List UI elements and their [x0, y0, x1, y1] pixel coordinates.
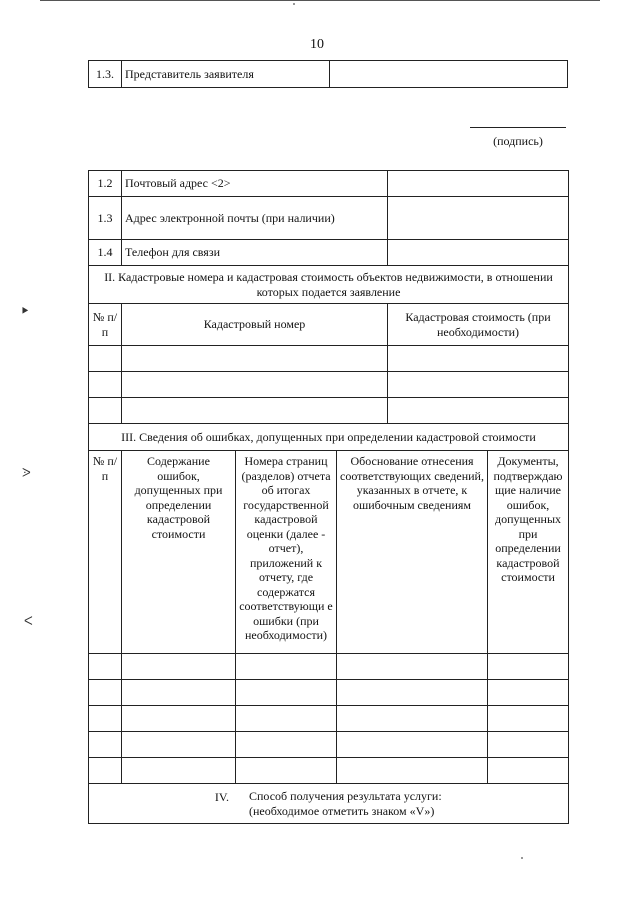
- table-cell[interactable]: [89, 346, 122, 372]
- table-row: [89, 758, 569, 784]
- email-value[interactable]: [388, 197, 569, 240]
- row-number: 1.4: [89, 240, 122, 266]
- section-3-column-headers: [89, 451, 569, 654]
- signature-line: [470, 127, 566, 128]
- table-row: [89, 171, 569, 197]
- scan-speck: [293, 3, 295, 5]
- table-cell[interactable]: [122, 758, 236, 784]
- table-cell[interactable]: [236, 706, 337, 732]
- representative-label: Представитель заявителя: [122, 61, 330, 88]
- table-cell[interactable]: [388, 346, 569, 372]
- table-cell[interactable]: [488, 758, 569, 784]
- table-row: [89, 346, 569, 372]
- table-cell[interactable]: [89, 398, 122, 424]
- section-4-number: IV.: [214, 789, 229, 804]
- table-cell[interactable]: [488, 654, 569, 680]
- table-cell[interactable]: [122, 706, 236, 732]
- table-cell[interactable]: [89, 706, 122, 732]
- table-cell[interactable]: [488, 732, 569, 758]
- section-2-header: [89, 266, 569, 304]
- table-cell[interactable]: [89, 732, 122, 758]
- representative-value[interactable]: [330, 61, 568, 88]
- table-cell[interactable]: [337, 680, 488, 706]
- table-row: [89, 61, 568, 88]
- table-row: [89, 240, 569, 266]
- postal-address-value[interactable]: [388, 171, 569, 197]
- table-row: [89, 732, 569, 758]
- table-cell[interactable]: [236, 680, 337, 706]
- column-header-cadastral-value: Кадастровая стоимость (при необходимости): [388, 304, 569, 346]
- section-4-header: [89, 784, 569, 824]
- section-2-title: II. Кадастровые номера и кадастровая стоимость объектов недвижимости, в отношении которых подается заявление: [89, 266, 569, 304]
- row-number: 1.2: [89, 171, 122, 197]
- signature-label: (подпись): [493, 134, 543, 148]
- table-row: [89, 197, 569, 240]
- table-cell[interactable]: [236, 732, 337, 758]
- table-cell[interactable]: [388, 398, 569, 424]
- section-4-note: (необходимое отметить знаком «V»): [249, 803, 435, 818]
- table-cell[interactable]: [89, 758, 122, 784]
- table-cell[interactable]: [122, 654, 236, 680]
- row-number: 1.3.: [89, 61, 122, 88]
- table-cell[interactable]: [488, 680, 569, 706]
- column-header-documents: Документы, подтверждаю щие наличие ошибок, допущенных при определении кадастровой стоимости: [488, 451, 569, 654]
- section-2-column-headers: [89, 304, 569, 346]
- table-cell[interactable]: [388, 372, 569, 398]
- table-cell[interactable]: [236, 654, 337, 680]
- postal-address-label: Почтовый адрес <2>: [122, 171, 388, 197]
- table-cell[interactable]: [89, 654, 122, 680]
- column-header-number: № п/п: [89, 451, 122, 654]
- section-3-title: III. Сведения об ошибках, допущенных при определении кадастровой стоимости: [89, 424, 569, 451]
- section-3-header: [89, 424, 569, 451]
- table-row: [89, 654, 569, 680]
- table-cell[interactable]: [337, 758, 488, 784]
- table-cell[interactable]: [337, 732, 488, 758]
- column-header-cadastral-number: Кадастровый номер: [122, 304, 388, 346]
- table-cell[interactable]: [89, 680, 122, 706]
- table-cell[interactable]: [122, 680, 236, 706]
- page-number: 10: [310, 37, 324, 52]
- table-row: [89, 680, 569, 706]
- table-cell[interactable]: [89, 372, 122, 398]
- email-label: Адрес электронной почты (при наличии): [122, 197, 388, 240]
- table-cell[interactable]: [122, 346, 388, 372]
- table-row: [89, 706, 569, 732]
- table-cell[interactable]: [488, 706, 569, 732]
- table-cell[interactable]: [122, 732, 236, 758]
- scan-speck: ᐷ: [22, 466, 31, 480]
- column-header-error-content: Содержание ошибок, допущенных при определении кадастровой стоимости: [122, 451, 236, 654]
- table-cell[interactable]: [337, 654, 488, 680]
- table-cell[interactable]: [122, 372, 388, 398]
- table-cell[interactable]: [337, 706, 488, 732]
- table-row: [89, 372, 569, 398]
- scan-speck: ⯈: [20, 304, 30, 318]
- row-number: 1.3: [89, 197, 122, 240]
- table-row: [89, 398, 569, 424]
- scan-speck: [521, 857, 523, 859]
- scan-top-edge: [40, 0, 600, 1]
- table-cell[interactable]: [236, 758, 337, 784]
- column-header-number: № п/п: [89, 304, 122, 346]
- phone-value[interactable]: [388, 240, 569, 266]
- section-4-title-block: [89, 789, 568, 819]
- table-cell[interactable]: [122, 398, 388, 424]
- application-table: [88, 170, 569, 824]
- column-header-justification: Обоснование отнесения соответствующих сведений, указанных в отчете, к ошибочным сведениям: [337, 451, 488, 654]
- phone-label: Телефон для связи: [122, 240, 388, 266]
- scan-speck: ᐸ: [24, 614, 33, 628]
- column-header-report-pages: Номера страниц (разделов) отчета об итогах государственной кадастровой оценки (далее - отчет), приложений к отчету, где содержатся соответствующи е ошибки (при необходимости): [236, 451, 337, 654]
- section-4-title: Способ получения результата услуги:: [249, 788, 442, 803]
- representative-table: [88, 60, 568, 88]
